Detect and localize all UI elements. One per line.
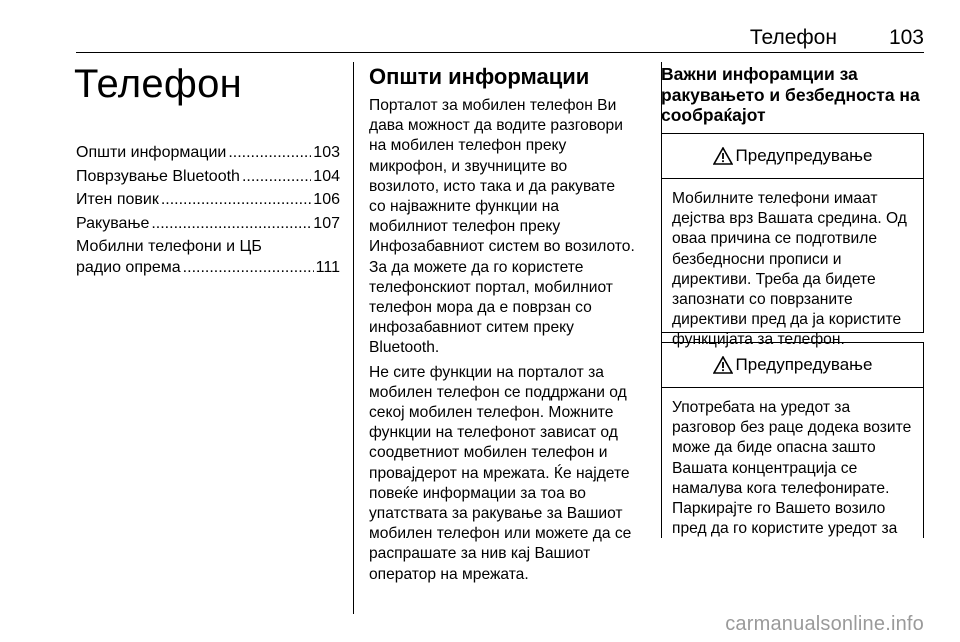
toc-entry[interactable]: [76, 143, 340, 164]
warning-triangle-icon: [713, 356, 733, 374]
toc-page: 107: [313, 214, 340, 232]
column-divider-1: [353, 62, 354, 614]
toc-label: Ракување: [76, 214, 150, 232]
warning-text: Мобилните телефони имаат дејства врз Вашата средина. Од оваа причина се подготвиле безбедносни прописи и директиви. Треба да бидете запознати со поврзаните директиви пред да ја користите функцијата за телефон.: [672, 190, 907, 349]
page-number: 103: [888, 26, 924, 49]
body-paragraph: Не сите функции на порталот за мобилен телефон се поддржани од секој мобилен телефон. Можните функции на телефонот зависат од соодветниот мобилен телефон и провајдерот на мрежата. Ќе најдете повеќе информации за тоа во упатствата за ракување за Вашиот мобилен телефон или можете да се распрашате за нив кај Вашиот оператор на мрежата.: [369, 363, 632, 583]
running-head: [750, 26, 924, 50]
warning-text: Употребата на уредот за разговор без раце додека возите може да биде опасна зашто Вашата концентрација се намалува кога телефонирате. Паркирајте го Вашето возило пред да го користите уредот за: [672, 399, 912, 538]
toc-leader: [228, 143, 311, 164]
warning-triangle-icon: [713, 147, 733, 165]
toc-entry[interactable]: [76, 214, 340, 235]
body-paragraph: Порталот за мобилен телефон Ви дава можност да водите разговори на мобилен телефон преку микрофон, и звучниците во возилото, исто така и да ракувате со најважните функции на мобилниот телефон преку Инфозабавниот систем во возилото. За да можете да го користете телефонскиот портал, мобилниот телефон мора да е поврзан со инфозабавниот ситем преку Bluetooth.: [369, 97, 635, 357]
section-heading: Општи информации: [369, 64, 590, 89]
toc-page: 103: [313, 144, 340, 161]
warning-box: [661, 133, 924, 349]
warning-title: Предупредување: [735, 146, 873, 165]
section-heading: Важни инфорамции за ракувањето и безбедноста на сообраќајот: [661, 64, 920, 125]
toc-page: 106: [313, 191, 340, 208]
toc-entry[interactable]: [76, 237, 340, 278]
toc-label-line1: Мобилни телефони и ЦБ: [76, 238, 262, 255]
toc-page: 104: [313, 167, 340, 185]
toc-entry[interactable]: [76, 167, 340, 188]
table-of-contents: [76, 143, 340, 281]
chapter-title: Телефон: [74, 62, 243, 106]
toc-leader: [242, 167, 311, 188]
toc-page: 111: [315, 258, 340, 276]
running-head-title: Телефон: [749, 26, 837, 49]
warning-title: Предупредување: [735, 355, 873, 374]
warning-header: [662, 343, 923, 388]
toc-label: Општи информации: [76, 144, 227, 161]
toc-leader: [161, 190, 311, 211]
safety-section: [661, 64, 924, 126]
toc-label: Поврзување Bluetooth: [76, 167, 240, 185]
general-info-section: [369, 64, 635, 589]
toc-entry[interactable]: [76, 190, 340, 211]
toc-leader: [183, 258, 314, 279]
watermark: carmanualsonline.info: [725, 613, 924, 635]
toc-leader: [151, 214, 311, 235]
header-rule: [76, 52, 924, 53]
warning-box: [661, 342, 924, 538]
warning-header: [662, 134, 923, 179]
toc-label: Итен повик: [76, 191, 159, 208]
toc-label: радио опрема: [76, 258, 181, 276]
